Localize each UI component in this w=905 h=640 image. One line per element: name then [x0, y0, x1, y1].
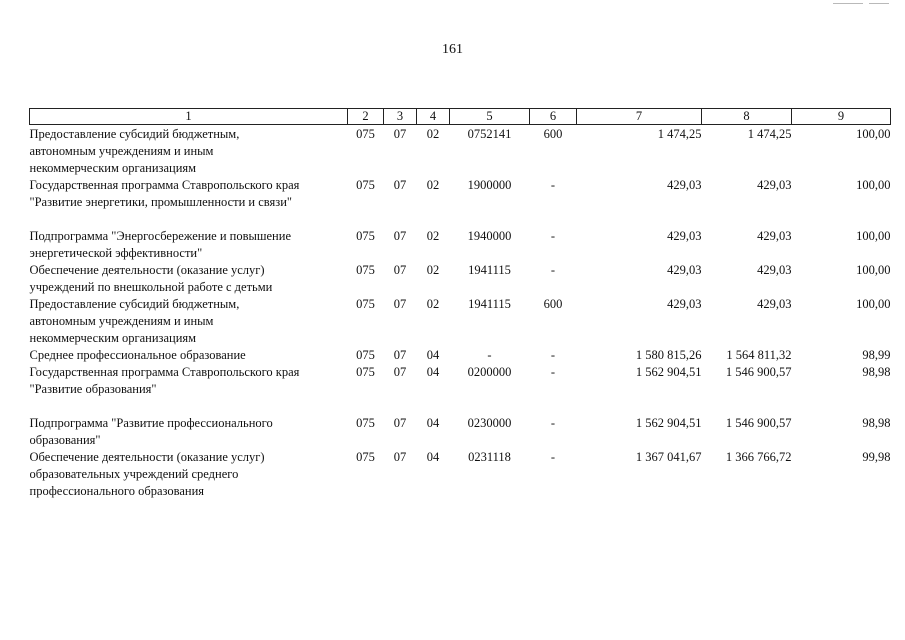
- row-name: Государственная программа Ставропольского края "Развитие образования": [29, 365, 300, 396]
- table-row: [30, 262, 891, 296]
- expense-type: -: [550, 348, 556, 362]
- header-row: [30, 109, 891, 125]
- section-code: 075: [356, 178, 375, 192]
- program-code: 1941115: [468, 297, 511, 311]
- executed-amount: 1 564 811,32: [726, 348, 792, 362]
- table-row: [30, 177, 891, 228]
- planned-amount: 1 580 815,26: [635, 348, 702, 362]
- page-number: 161: [442, 42, 463, 57]
- expense-type: -: [550, 365, 556, 379]
- column-header: 6: [530, 109, 577, 125]
- expense-type: -: [550, 416, 556, 430]
- program-code: 1900000: [467, 178, 512, 192]
- table-row: [30, 415, 891, 449]
- section-code: 075: [356, 365, 375, 379]
- program-code: 1941115: [468, 263, 511, 277]
- subsection-code: 07: [393, 416, 407, 430]
- budget-table: [29, 108, 891, 500]
- subsection-code: 07: [393, 229, 407, 243]
- section-code: 075: [356, 229, 375, 243]
- column-header: 7: [577, 109, 702, 125]
- program-code: -: [487, 348, 492, 362]
- executed-amount: 1 474,25: [747, 127, 792, 141]
- subsection-code: 07: [393, 450, 407, 464]
- table-row: [30, 228, 891, 262]
- section-code: 075: [356, 297, 375, 311]
- column-header: 9: [792, 109, 891, 125]
- expense-type: -: [550, 450, 556, 464]
- row-name: Предоставление субсидий бюджетным, автономным учреждениям и иным некоммерческим организациям: [29, 297, 240, 345]
- row-name: Предоставление субсидий бюджетным, автономным учреждениям и иным некоммерческим организациям: [29, 127, 240, 175]
- expense-type: 600: [543, 127, 563, 141]
- section-code: 075: [356, 127, 375, 141]
- table-row: [30, 364, 891, 415]
- planned-amount: 429,03: [667, 297, 702, 311]
- executed-amount: 1 546 900,57: [725, 416, 792, 430]
- scan-artifact-marks: [833, 3, 893, 5]
- item-code: 04: [426, 348, 440, 362]
- program-code: 0752141: [467, 127, 512, 141]
- section-code: 075: [356, 450, 375, 464]
- execution-percent: 98,98: [862, 365, 891, 379]
- subsection-code: 07: [393, 263, 407, 277]
- item-code: 04: [426, 450, 440, 464]
- planned-amount: 429,03: [667, 263, 702, 277]
- executed-amount: 429,03: [757, 263, 792, 277]
- row-name: Обеспечение деятельности (оказание услуг) учреждений по внешкольной работе с детьми: [29, 263, 273, 294]
- item-code: 02: [426, 127, 440, 141]
- column-header: 5: [450, 109, 530, 125]
- subsection-code: 07: [393, 127, 407, 141]
- item-code: 04: [426, 416, 440, 430]
- planned-amount: 1 474,25: [657, 127, 702, 141]
- executed-amount: 429,03: [757, 178, 792, 192]
- column-header: 8: [702, 109, 792, 125]
- row-name: Среднее профессиональное образование: [29, 348, 246, 362]
- executed-amount: 429,03: [757, 297, 792, 311]
- program-code: 0230000: [467, 416, 512, 430]
- table-row: [30, 125, 891, 178]
- subsection-code: 07: [393, 178, 407, 192]
- row-name: Подпрограмма "Энергосбережение и повышение энергетической эффективности": [29, 229, 291, 260]
- expense-type: -: [550, 263, 556, 277]
- section-code: 075: [356, 263, 375, 277]
- item-code: 02: [426, 229, 440, 243]
- row-name: Обеспечение деятельности (оказание услуг) образовательных учреждений среднего профессионального образования: [29, 450, 265, 498]
- subsection-code: 07: [393, 297, 407, 311]
- executed-amount: 1 366 766,72: [725, 450, 792, 464]
- expense-type: -: [550, 178, 556, 192]
- planned-amount: 429,03: [667, 178, 702, 192]
- row-name: Подпрограмма "Развитие профессионального образования": [29, 416, 273, 447]
- subsection-code: 07: [393, 348, 407, 362]
- section-code: 075: [356, 348, 375, 362]
- table-body: [30, 125, 891, 501]
- table-row: [30, 449, 891, 500]
- planned-amount: 1 562 904,51: [635, 365, 702, 379]
- planned-amount: 1 367 041,67: [635, 450, 702, 464]
- execution-percent: 99,98: [862, 450, 891, 464]
- executed-amount: 429,03: [757, 229, 792, 243]
- program-code: 1940000: [467, 229, 512, 243]
- execution-percent: 100,00: [856, 229, 891, 243]
- expense-type: -: [550, 229, 556, 243]
- section-code: 075: [356, 416, 375, 430]
- column-header: 3: [384, 109, 417, 125]
- execution-percent: 100,00: [856, 178, 891, 192]
- program-code: 0200000: [467, 365, 512, 379]
- subsection-code: 07: [393, 365, 407, 379]
- executed-amount: 1 546 900,57: [725, 365, 792, 379]
- execution-percent: 100,00: [856, 127, 891, 141]
- planned-amount: 1 562 904,51: [635, 416, 702, 430]
- column-header: 2: [348, 109, 384, 125]
- execution-percent: 98,99: [862, 348, 891, 362]
- program-code: 0231118: [468, 450, 511, 464]
- item-code: 04: [426, 365, 440, 379]
- execution-percent: 100,00: [856, 263, 891, 277]
- item-code: 02: [426, 263, 440, 277]
- column-header: 4: [417, 109, 450, 125]
- execution-percent: 98,98: [862, 416, 891, 430]
- execution-percent: 100,00: [856, 297, 891, 311]
- table-row: [30, 296, 891, 347]
- expense-type: 600: [543, 297, 563, 311]
- table-row: [30, 347, 891, 364]
- item-code: 02: [426, 297, 440, 311]
- row-name: Государственная программа Ставропольского края "Развитие энергетики, промышленности и связи": [29, 178, 300, 209]
- column-header: 1: [30, 109, 348, 125]
- item-code: 02: [426, 178, 440, 192]
- planned-amount: 429,03: [667, 229, 702, 243]
